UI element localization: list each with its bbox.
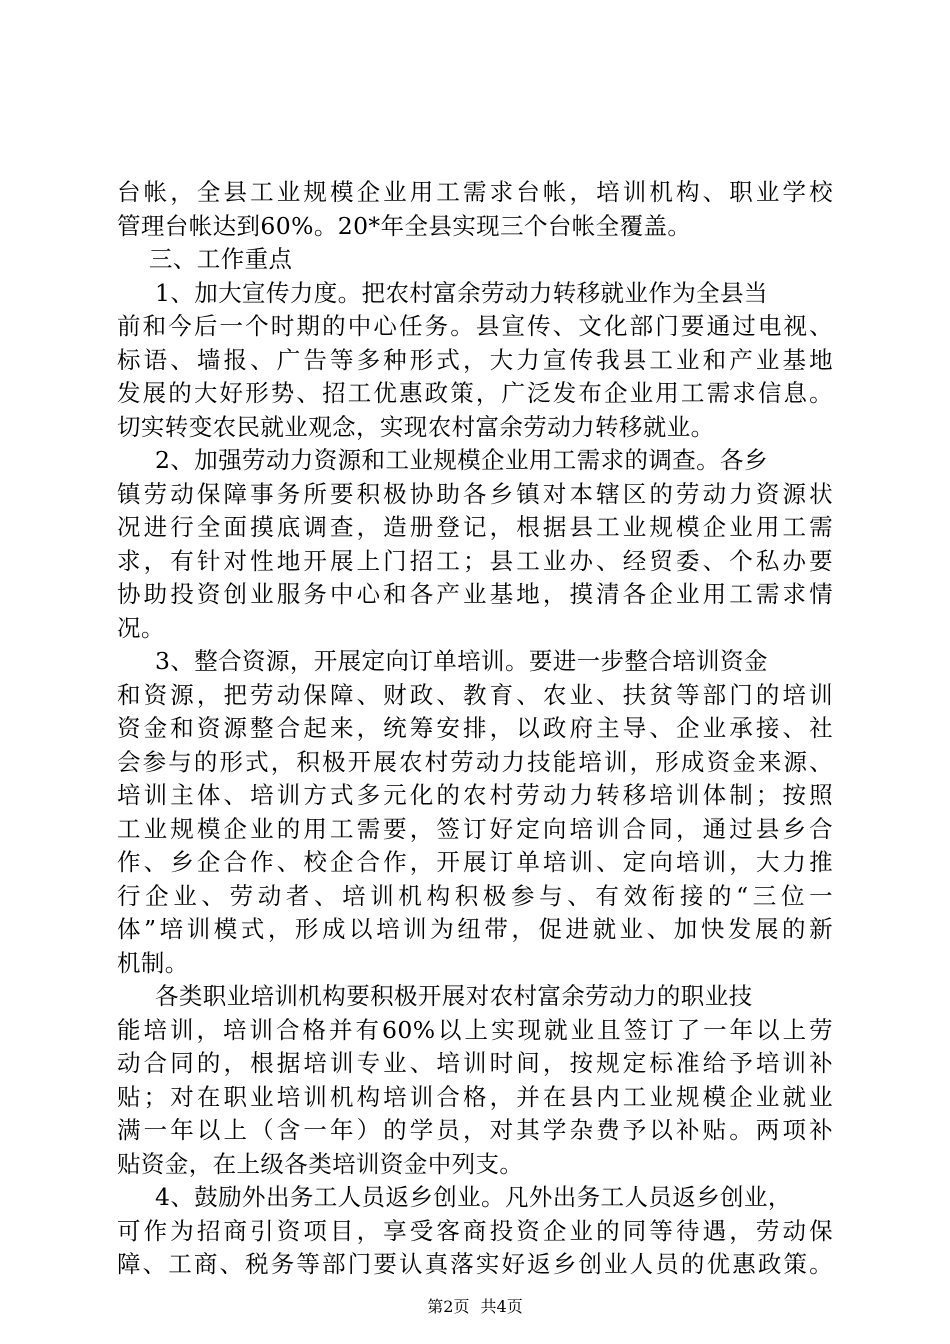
text-line: 况进行全面摸底调查，造册登记，根据县工业规模企业用工需 bbox=[117, 513, 833, 541]
text-line: 1、加大宣传力度。把农村富余劳动力转移就业作为全县当 bbox=[155, 278, 768, 307]
text-line: 发展的大好形势、招工优惠政策，广泛发布企业用工需求信息。 bbox=[117, 379, 833, 407]
text-line: 培训主体、培训方式多元化的农村劳动力转移培训体制；按照 bbox=[117, 781, 833, 809]
text-line: 3、整合资源，开展定向订单培训。要进一步整合培训资金 bbox=[155, 647, 768, 675]
page-number: 第2页 bbox=[427, 1297, 470, 1316]
text-line: 满一年以上（含一年）的学员，对其学杂费予以补贴。两项补 bbox=[117, 1116, 833, 1144]
text-line: 和资源，把劳动保障、财政、教育、农业、扶贫等部门的培训 bbox=[117, 680, 833, 709]
text-line: 障、工商、税务等部门要认真落实好返乡创业人员的优惠政策。 bbox=[117, 1250, 833, 1278]
text-line: 况。 bbox=[117, 613, 165, 642]
text-line: 会参与的形式，积极开展农村劳动力技能培训，形成资金来源、 bbox=[117, 747, 833, 776]
text-line: 标语、墙报、广告等多种形式，大力宣传我县工业和产业基地 bbox=[117, 345, 833, 374]
text-line: 2、加强劳动力资源和工业规模企业用工需求的调查。各乡 bbox=[155, 446, 768, 474]
text-line: 协助投资创业服务中心和各产业基地，摸清各企业用工需求情 bbox=[117, 580, 833, 608]
page-footer bbox=[0, 1294, 950, 1317]
text-line: 工业规模企业的用工需要，签订好定向培训合同，通过县乡合 bbox=[117, 814, 833, 843]
text-line: 台帐，全县工业规模企业用工需求台帐，培训机构、职业学校 bbox=[117, 178, 833, 206]
document-body bbox=[117, 176, 833, 1282]
text-line: 机制。 bbox=[117, 948, 189, 977]
text-line: 三、工作重点 bbox=[149, 245, 293, 273]
page-total: 共4页 bbox=[480, 1297, 523, 1316]
text-line: 求，有针对性地开展上门招工；县工业办、经贸委、个私办要 bbox=[117, 546, 833, 575]
text-line: 管理台帐达到60%。20*年全县实现三个台帐全覆盖。 bbox=[117, 211, 692, 240]
text-line: 各类职业培训机构要积极开展对农村富余劳动力的职业技 bbox=[155, 982, 753, 1010]
text-line: 镇劳动保障事务所要积极协助各乡镇对本辖区的劳动力资源状 bbox=[117, 479, 833, 508]
text-line: 4、鼓励外出务工人员返乡创业。凡外出务工人员返乡创业， bbox=[155, 1183, 792, 1211]
text-line: 作、乡企合作、校企合作，开展订单培训、定向培训，大力推 bbox=[117, 848, 833, 876]
text-line: 行企业、劳动者、培训机构积极参与、有效衔接的“三位一 bbox=[117, 881, 833, 910]
text-line: 可作为招商引资项目，享受客商投资企业的同等待遇，劳动保 bbox=[117, 1216, 833, 1245]
text-line: 切实转变农民就业观念，实现农村富余劳动力转移就业。 bbox=[117, 412, 715, 441]
text-line: 动合同的，根据培训专业、培训时间，按规定标准给予培训补 bbox=[117, 1049, 833, 1077]
text-line: 能培训，培训合格并有60%以上实现就业且签订了一年以上劳 bbox=[117, 1015, 833, 1044]
text-line: 资金和资源整合起来，统筹安排，以政府主导、企业承接、社 bbox=[117, 714, 833, 742]
text-line: 贴；对在职业培训机构培训合格，并在县内工业规模企业就业 bbox=[117, 1082, 833, 1111]
text-line: 体”培训模式，形成以培训为纽带，促进就业、加快发展的新 bbox=[117, 915, 833, 943]
text-line: 前和今后一个时期的中心任务。县宣传、文化部门要通过电视、 bbox=[117, 312, 833, 340]
text-line: 贴资金，在上级各类培训资金中列支。 bbox=[117, 1149, 524, 1178]
